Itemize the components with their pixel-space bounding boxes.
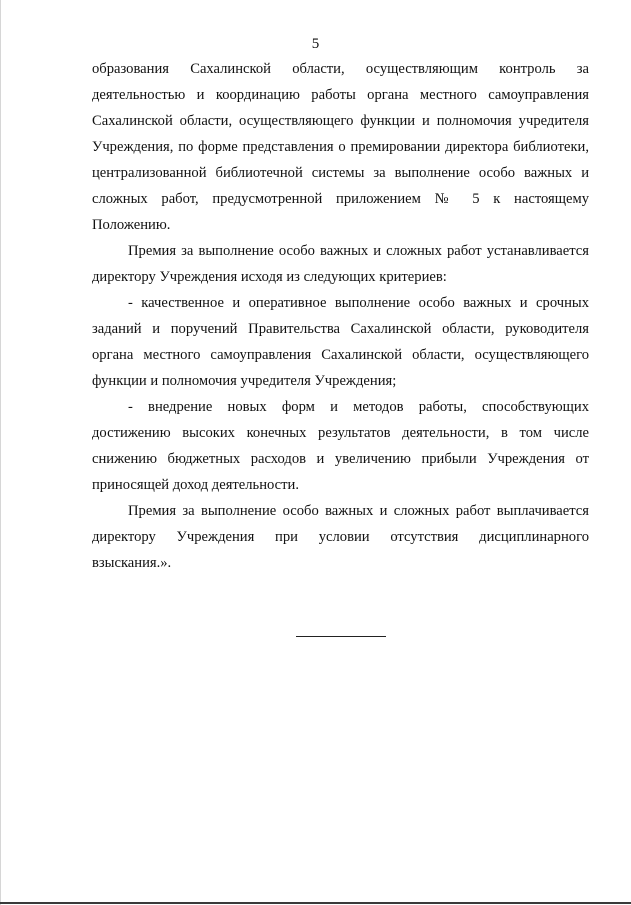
paragraph-payment-condition: Премия за выполнение особо важных и сложных работ выплачивается директору Учреждения при условии отсутствия дисциплинарного <box>92 503 589 545</box>
page-number: 5 <box>311 36 320 52</box>
document-body <box>92 56 589 576</box>
end-separator-line <box>296 636 386 637</box>
paragraph-continuation: образования Сахалинской области, осуществляющим контроль за деятельностью и координацию работы органа местного самоуправления Сахалинской области, осуществляющего функции и полномочия учредителя Учреждения, по форме представления о премировании директора библиотеки, централизованной библиотечной системы за выполнение особо важных и сложных работ, предусмотренной приложением № 5 к настоящему Положению. <box>92 61 589 233</box>
scan-left-edge <box>0 0 1 905</box>
paragraph-criterion-2: - внедрение новых форм и методов работы, способствующих достижению высоких конечных результатов деятельности, в том числе снижению бюджетных расходов и увеличению прибыли Учреждения от приносящей доход деятельности. <box>92 399 589 493</box>
scan-bottom-edge <box>0 902 631 904</box>
paragraph-criterion-1: - качественное и оперативное выполнение особо важных и срочных заданий и поручений Правительства Сахалинской области, руководителя органа местного самоуправления Сахалинской области, осуществляющего функции и полномочия учредителя Учреждения; <box>92 295 589 389</box>
paragraph-premium-criteria: Премия за выполнение особо важных и сложных работ устанавливается директору Учреждения исходя из следующих критериев: <box>92 243 589 285</box>
paragraph-payment-condition-end: взыскания.». <box>92 555 172 571</box>
